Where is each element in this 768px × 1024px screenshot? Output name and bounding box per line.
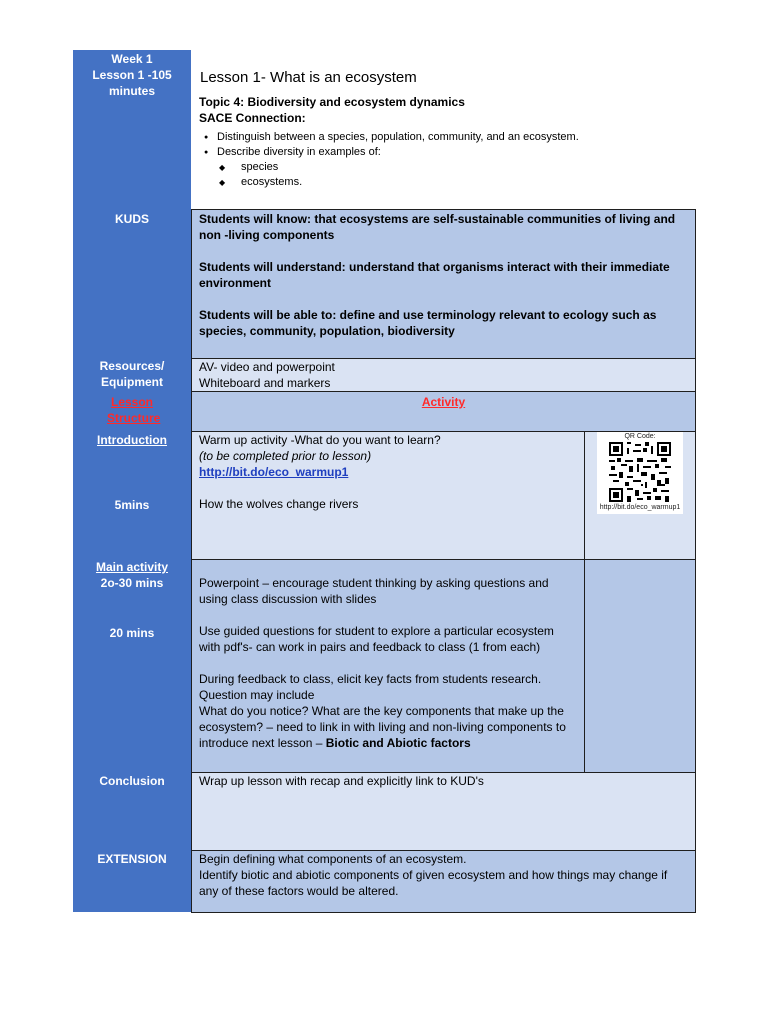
activity-header-cell (191, 391, 696, 432)
main-paragraph: Powerpoint – encourage student thinking by asking questions and using class discussion with slides (199, 576, 549, 606)
conclusion-cell (191, 772, 696, 851)
header-cell (191, 50, 695, 210)
main-activity-side-cell (584, 559, 696, 773)
week-label: Week 1 (111, 52, 153, 66)
resources-line: Whiteboard and markers (199, 376, 331, 390)
bullet-item: ● Describe diversity in examples of: ◆ species ◆ ecosystems. (217, 145, 697, 190)
resources-cell (191, 358, 696, 392)
page-title: Lesson 1- What is an ecosystem (200, 69, 417, 86)
week-lesson-label (73, 51, 191, 99)
resources-line: AV- video and powerpoint (199, 360, 335, 374)
qr-title: QR Code: (624, 433, 656, 440)
kuds-label: KUDS (73, 211, 191, 227)
introduction-label: Introduction (73, 432, 191, 448)
sub-bullets (217, 160, 697, 190)
main-activity-label: Main activity (73, 559, 191, 575)
lesson-meta: Lesson 1 -105 minutes (92, 68, 172, 98)
extension-line: Identify biotic and abiotic components of given ecosystem and how things may change if any of these factors would be altered. (199, 868, 668, 898)
main-activity-time-2: 20 mins (73, 625, 191, 641)
main-paragraph: What do you notice? What are the key components that make up the ecosystem? – need to link in with living and non-living components to introduce next lesson – Biotic and Abiotic factors (199, 704, 566, 750)
topic-heading: Topic 4: Biodiversity and ecosystem dynamics (199, 95, 465, 109)
qr-code-icon[interactable] (609, 442, 671, 502)
sub-bullet-item: ◆ species (241, 160, 697, 175)
main-activity-cell (191, 559, 585, 773)
activity-heading: Activity (421, 395, 466, 409)
introduction-cell (191, 431, 585, 560)
conclusion-text: Wrap up lesson with recap and explicitly link to KUD's (199, 774, 484, 788)
qr-box (597, 432, 683, 514)
introduction-time: 5mins (73, 497, 191, 513)
sace-bullets (199, 130, 697, 190)
warmup-text: Warm up activity -What do you want to learn? (199, 433, 441, 447)
bullet-item: ● Distinguish between a species, population, community, and an ecosystem. (217, 130, 697, 145)
sace-connection-label: SACE Connection: (199, 111, 306, 125)
extension-line: Begin defining what components of an ecosystem. (199, 852, 467, 866)
main-activity-time-1: 2o-30 mins (73, 575, 191, 591)
warmup-link[interactable]: http://bit.do/eco_warmup1 (199, 465, 349, 479)
video-title: How the wolves change rivers (199, 497, 359, 511)
sub-bullet-item: ◆ ecosystems. (241, 175, 697, 190)
understand-statement: Students will understand: understand that organisms interact with their immediate environment (199, 260, 670, 290)
conclusion-label: Conclusion (73, 773, 191, 789)
resources-label: Resources/ Equipment (73, 358, 191, 390)
qr-caption: http://bit.do/eco_warmup1 (599, 504, 681, 511)
able-statement: Students will be able to: define and use terminology relevant to ecology such as species, community, population, biodiversity (199, 308, 657, 338)
lesson-structure-label: Lesson Structure (73, 394, 191, 426)
main-paragraph: During feedback to class, elicit key facts from students research. Question may include (199, 672, 542, 702)
warmup-note: (to be completed prior to lesson) (199, 449, 372, 463)
kuds-cell (191, 209, 696, 359)
main-paragraph: Use guided questions for student to explore a particular ecosystem with pdf's- can work in pairs and feedback to class (1 from each) (199, 624, 554, 654)
qr-cell (584, 431, 696, 560)
extension-cell (191, 850, 696, 913)
know-statement: Students will know: that ecosystems are self-sustainable communities of living and non -living components (199, 212, 676, 242)
extension-label: EXTENSION (73, 851, 191, 867)
